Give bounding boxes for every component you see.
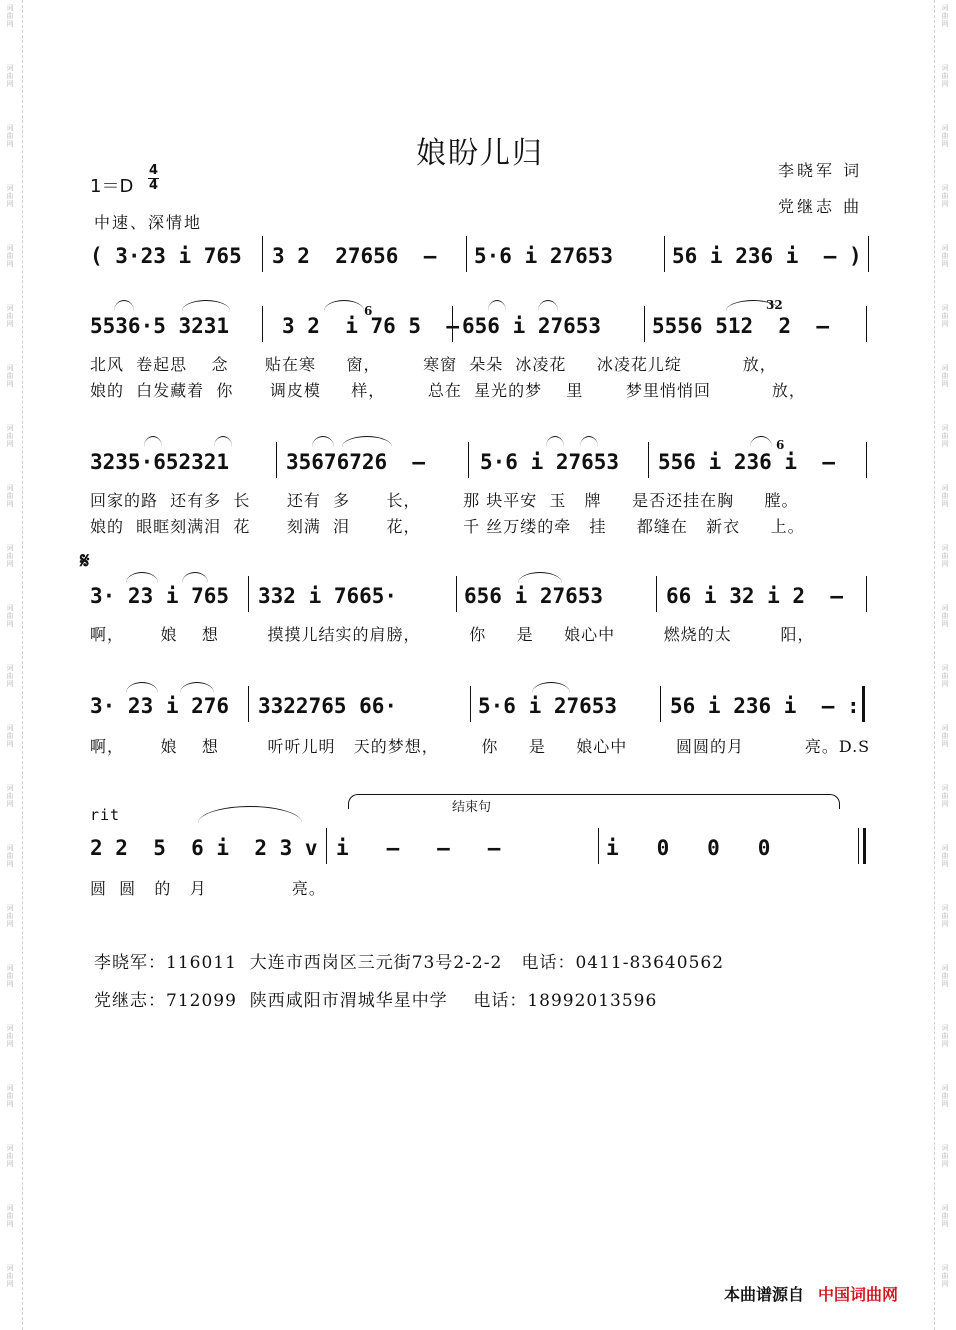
bar-line (262, 236, 263, 272)
slur (198, 806, 302, 823)
measure: i – – – (336, 836, 501, 860)
measure: 656 i 27653 (462, 314, 602, 338)
segno-sign: 𝄋 (80, 548, 90, 574)
watermark-mark: 词曲网 (6, 4, 14, 28)
bar-line (470, 686, 471, 722)
bar-line (656, 576, 657, 612)
watermark-mark: 词曲网 (6, 1204, 14, 1228)
slur (750, 436, 772, 447)
watermark-mark: 词曲网 (941, 1264, 949, 1288)
watermark-mark: 词曲网 (6, 184, 14, 208)
watermark-mark: 词曲网 (6, 244, 14, 268)
time-signature (148, 164, 159, 193)
bar-line (468, 442, 469, 478)
bar-line (664, 236, 665, 272)
bar-line (660, 686, 661, 722)
measure: ( 3·23 i 765 (90, 244, 242, 268)
measure: 3 2 27656 – (272, 244, 437, 268)
watermark-mark: 词曲网 (6, 1024, 14, 1048)
watermark-mark: 词曲网 (941, 64, 949, 88)
bar-line (452, 306, 453, 342)
watermark-mark: 词曲网 (6, 544, 14, 568)
watermark-mark: 词曲网 (941, 304, 949, 328)
watermark-mark: 词曲网 (6, 604, 14, 628)
bar-line (644, 306, 645, 342)
bar-line (858, 828, 859, 864)
watermark-mark: 词曲网 (6, 1144, 14, 1168)
watermark-mark: 词曲网 (941, 724, 949, 748)
lyric-line: 啊， 娘 想 听听儿明 天的梦想， 你 是 娘心中 圆圆的月 亮。D.S (90, 737, 871, 756)
lyric-line: 娘的 眼眶刻满泪 花 刻满 泪 花， 千 丝万缕的牵 挂 都缝在 新衣 上。 (90, 517, 805, 536)
measure: 556 i 236 i – (658, 450, 836, 474)
key-signature: 1＝D (90, 176, 134, 197)
bar-line (648, 442, 649, 478)
slur (546, 436, 564, 447)
slur (488, 300, 506, 311)
watermark-mark: 词曲网 (941, 4, 949, 28)
measure: 3235·652321 (90, 450, 230, 474)
watermark-mark: 词曲网 (941, 484, 949, 508)
watermark-mark: 词曲网 (941, 904, 949, 928)
watermark-mark: 词曲网 (6, 364, 14, 388)
measure: 332 i 7665· (258, 584, 398, 608)
bar-line (326, 828, 327, 864)
bar-line (598, 828, 599, 864)
measure: 3322765 66· (258, 694, 398, 718)
watermark-mark: 词曲网 (941, 604, 949, 628)
bar-line (866, 576, 867, 612)
watermark-mark: 词曲网 (941, 1144, 949, 1168)
measure: 5536·5 3231 (90, 314, 230, 338)
watermark-mark: 词曲网 (6, 784, 14, 808)
lyric-line: 娘的 白发藏着 你 调皮模 样， 总在 星光的梦 里 梦里悄悄回 放， (90, 381, 806, 400)
watermark-mark: 词曲网 (941, 364, 949, 388)
score-row-1 (86, 242, 876, 286)
measure: 2 2 5 6 i 2 3 v (90, 836, 318, 860)
score-row-4 (86, 582, 876, 626)
time-denominator: 4 (149, 178, 159, 193)
measure: 5·6 i 27653 (478, 694, 618, 718)
watermark-mark: 词曲网 (941, 244, 949, 268)
score-row-2 (86, 298, 876, 356)
ending-label: 结束句 (452, 800, 492, 815)
slur (144, 436, 162, 447)
tempo-marking: 中速、深情地 (94, 213, 203, 232)
grace-note: 6 (776, 438, 785, 452)
slur (538, 300, 558, 311)
watermark-mark: 词曲网 (941, 1204, 949, 1228)
watermark-mark: 词曲网 (6, 304, 14, 328)
watermark-mark: 词曲网 (941, 1024, 949, 1048)
measure: 5556 512 2 – (652, 314, 830, 338)
lyric-line: 回家的路 还有多 长 还有 多 长， 那 块平安 玉 牌 是否还挂在胸 膛。 (90, 491, 799, 510)
bar-line (248, 686, 249, 722)
bar-line (866, 442, 867, 478)
measure: 3 2 i 76 5 – (282, 314, 460, 338)
measure: 56 i 236 i – ) (672, 244, 862, 268)
source-credit (724, 1282, 898, 1305)
watermark-mark: 词曲网 (6, 724, 14, 748)
song-title: 娘盼儿归 (416, 136, 544, 171)
lyric-line: 啊， 娘 想 摸摸儿结实的肩膀， 你 是 娘心中 燃烧的太 阳， (90, 625, 815, 644)
slur (182, 300, 230, 311)
watermark-mark: 词曲网 (6, 904, 14, 928)
score-row-6 (86, 834, 876, 878)
watermark-mark: 词曲网 (941, 844, 949, 868)
watermark-mark: 词曲网 (941, 784, 949, 808)
ending-bracket (348, 794, 840, 809)
slur (324, 300, 364, 311)
repeat-end-bar (862, 686, 865, 722)
watermark-mark: 词曲网 (6, 844, 14, 868)
watermark-mark: 词曲网 (6, 64, 14, 88)
measure: 66 i 32 i 2 – (666, 584, 844, 608)
bar-line (262, 306, 263, 342)
watermark-mark: 词曲网 (941, 184, 949, 208)
watermark-mark: 词曲网 (6, 964, 14, 988)
watermark-mark: 词曲网 (6, 124, 14, 148)
watermark-mark: 词曲网 (941, 424, 949, 448)
slur (580, 436, 598, 447)
measure: 656 i 27653 (464, 584, 604, 608)
watermark-mark: 词曲网 (941, 664, 949, 688)
measure: i 0 0 0 (606, 836, 771, 860)
bar-line (248, 576, 249, 612)
bar-line (466, 236, 467, 272)
grace-note: 32 (766, 298, 783, 312)
lyricist-credit: 李晓军 词 (778, 161, 863, 180)
watermark-mark: 词曲网 (941, 544, 949, 568)
score-row-5 (86, 692, 876, 736)
measure: 35676726 – (286, 450, 426, 474)
lyric-line: 北风 卷起思 念 贴在寒 窗， 寒窗 朵朵 冰凌花 冰凌花儿绽 放， (90, 355, 777, 374)
bar-line (456, 576, 457, 612)
score-row-3 (86, 438, 876, 492)
watermark-mark: 词曲网 (941, 124, 949, 148)
source-prefix: 本曲谱源自 (724, 1285, 805, 1304)
slur (214, 436, 232, 447)
watermark-mark: 词曲网 (6, 664, 14, 688)
measure: 3· 23 i 276 (90, 694, 230, 718)
composer-credit: 党继志 曲 (778, 197, 863, 216)
slur (114, 300, 134, 311)
slur (312, 436, 334, 447)
watermark-mark: 词曲网 (941, 1084, 949, 1108)
contact-lyricist: 李晓军：116011 大连市西岗区三元街73号2-2-2 电话：0411-83640562 (94, 953, 725, 973)
final-bar (863, 828, 866, 864)
bar-line (276, 442, 277, 478)
bar-line (866, 306, 867, 342)
source-site-link[interactable]: 中国词曲网 (818, 1285, 899, 1304)
measure: 5·6 i 27653 (480, 450, 620, 474)
grace-note: 6 (364, 304, 373, 318)
watermark-mark: 词曲网 (6, 484, 14, 508)
contact-composer: 党继志：712099 陕西咸阳市渭城华星中学 电话：18992013596 (94, 991, 658, 1011)
watermark-mark: 词曲网 (6, 1084, 14, 1108)
lyric-line: 圆 圆 的 月 亮。 (90, 879, 326, 898)
watermark-mark: 词曲网 (6, 1264, 14, 1288)
measure: 5·6 i 27653 (474, 244, 614, 268)
watermark-mark: 词曲网 (941, 964, 949, 988)
time-numerator: 4 (149, 163, 159, 178)
measure: 56 i 236 i – : (670, 694, 860, 718)
measure: 3· 23 i 765 (90, 584, 230, 608)
ritardando-marking: rit (90, 806, 121, 824)
slur (342, 436, 392, 447)
bar-line (868, 236, 869, 272)
watermark-mark: 词曲网 (6, 424, 14, 448)
